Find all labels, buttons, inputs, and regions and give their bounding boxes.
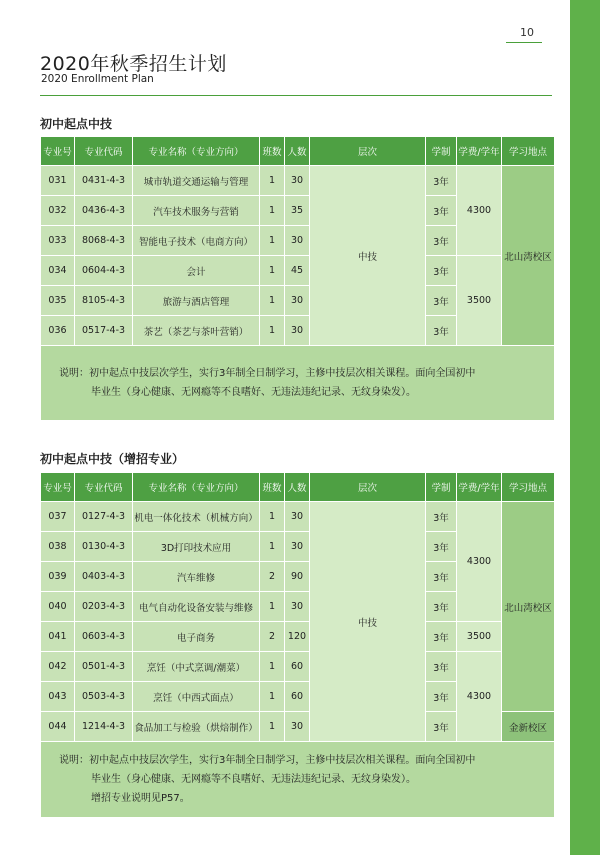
note-line: 毕业生（身心健康、无网瘾等不良嗜好、无违法违纪记录、无纹身染发）。 — [91, 387, 416, 398]
cell-count: 90 — [285, 562, 310, 592]
table-row — [41, 622, 555, 652]
cell-years: 3年 — [426, 532, 457, 562]
cell-count: 30 — [285, 712, 310, 742]
table-row — [41, 166, 555, 196]
cell-code: 0130-4-3 — [75, 532, 133, 562]
cell-code: 0127-4-3 — [75, 502, 133, 532]
col-header: 专业号 — [41, 137, 75, 166]
cell-count: 35 — [285, 196, 310, 226]
cell-count: 30 — [285, 592, 310, 622]
enrollment-table — [40, 472, 555, 818]
cell-classes: 1 — [260, 256, 285, 286]
section-title: 初中起点中技（增招专业） — [40, 452, 185, 466]
cell-years: 3年 — [426, 316, 457, 346]
cell-code: 0403-4-3 — [75, 562, 133, 592]
section-title: 初中起点中技 — [40, 117, 113, 131]
table-row — [41, 652, 555, 682]
cell-count: 30 — [285, 316, 310, 346]
col-header: 专业号 — [41, 473, 75, 502]
enrollment-table — [40, 136, 555, 421]
cell-name: 烹饪（中西式面点） — [133, 682, 260, 712]
table-note — [41, 742, 555, 818]
cell-years: 3年 — [426, 592, 457, 622]
cell-name: 汽车维修 — [133, 562, 260, 592]
cell-code: 0503-4-3 — [75, 682, 133, 712]
col-header: 班数 — [260, 473, 285, 502]
cell-name: 茶艺（茶艺与茶叶营销） — [133, 316, 260, 346]
cell-years: 3年 — [426, 562, 457, 592]
cell-location: 北山湾校区 — [502, 166, 555, 346]
cell-fee: 3500 — [457, 622, 502, 652]
cell-level: 中技 — [310, 502, 426, 742]
page-number: 10 — [520, 26, 534, 39]
table-note-row — [41, 742, 555, 818]
cell-no: 032 — [41, 196, 75, 226]
cell-name: 食品加工与检验（烘焙制作） — [133, 712, 260, 742]
cell-years: 3年 — [426, 226, 457, 256]
cell-count: 30 — [285, 532, 310, 562]
table-header-row — [41, 137, 555, 166]
cell-count: 120 — [285, 622, 310, 652]
cell-years: 3年 — [426, 682, 457, 712]
cell-name: 汽车技术服务与营销 — [133, 196, 260, 226]
table-header-row — [41, 473, 555, 502]
cell-count: 30 — [285, 286, 310, 316]
col-header: 层次 — [310, 137, 426, 166]
cell-fee: 4300 — [457, 652, 502, 742]
cell-name: 智能电子技术（电商方向） — [133, 226, 260, 256]
cell-name: 旅游与酒店管理 — [133, 286, 260, 316]
side-accent-bar — [570, 0, 600, 855]
col-header: 专业代码 — [75, 137, 133, 166]
col-header: 层次 — [310, 473, 426, 502]
cell-fee: 4300 — [457, 166, 502, 256]
cell-classes: 2 — [260, 562, 285, 592]
cell-name: 机电一体化技术（机械方向） — [133, 502, 260, 532]
cell-count: 30 — [285, 502, 310, 532]
cell-years: 3年 — [426, 166, 457, 196]
cell-count: 60 — [285, 682, 310, 712]
cell-classes: 1 — [260, 166, 285, 196]
cell-location: 北山湾校区 — [502, 502, 555, 712]
cell-no: 033 — [41, 226, 75, 256]
table-note — [41, 346, 555, 421]
cell-location: 金新校区 — [502, 712, 555, 742]
cell-years: 3年 — [426, 502, 457, 532]
cell-no: 044 — [41, 712, 75, 742]
col-header: 学费/学年 — [457, 473, 502, 502]
cell-years: 3年 — [426, 622, 457, 652]
cell-count: 30 — [285, 226, 310, 256]
table-row — [41, 502, 555, 532]
cell-code: 0603-4-3 — [75, 622, 133, 652]
cell-count: 30 — [285, 166, 310, 196]
cell-code: 0436-4-3 — [75, 196, 133, 226]
cell-years: 3年 — [426, 652, 457, 682]
col-header: 专业名称（专业方向） — [133, 473, 260, 502]
page-number-rule — [506, 42, 542, 43]
cell-no: 043 — [41, 682, 75, 712]
cell-name: 烹饪（中式烹调/潮菜） — [133, 652, 260, 682]
cell-classes: 2 — [260, 622, 285, 652]
cell-fee: 3500 — [457, 256, 502, 346]
cell-no: 036 — [41, 316, 75, 346]
cell-no: 041 — [41, 622, 75, 652]
cell-name: 城市轨道交通运输与管理 — [133, 166, 260, 196]
cell-name: 电子商务 — [133, 622, 260, 652]
cell-no: 037 — [41, 502, 75, 532]
note-line: 增招专业说明见P57。 — [91, 793, 190, 804]
note-line: 毕业生（身心健康、无网瘾等不良嗜好、无违法违纪记录、无纹身染发）。 — [91, 774, 416, 785]
cell-code: 0501-4-3 — [75, 652, 133, 682]
cell-code: 0203-4-3 — [75, 592, 133, 622]
cell-no: 034 — [41, 256, 75, 286]
cell-code: 0431-4-3 — [75, 166, 133, 196]
table-row — [41, 256, 555, 286]
cell-no: 040 — [41, 592, 75, 622]
col-header: 人数 — [285, 137, 310, 166]
cell-classes: 1 — [260, 286, 285, 316]
col-header: 专业代码 — [75, 473, 133, 502]
cell-years: 3年 — [426, 712, 457, 742]
cell-level: 中技 — [310, 166, 426, 346]
col-header: 学制 — [426, 137, 457, 166]
cell-classes: 1 — [260, 712, 285, 742]
cell-count: 60 — [285, 652, 310, 682]
cell-code: 8105-4-3 — [75, 286, 133, 316]
cell-name: 会计 — [133, 256, 260, 286]
cell-classes: 1 — [260, 682, 285, 712]
col-header: 学制 — [426, 473, 457, 502]
cell-no: 039 — [41, 562, 75, 592]
table-note-row — [41, 346, 555, 421]
cell-no: 035 — [41, 286, 75, 316]
cell-classes: 1 — [260, 652, 285, 682]
cell-classes: 1 — [260, 532, 285, 562]
cell-classes: 1 — [260, 226, 285, 256]
col-header: 学习地点 — [502, 473, 555, 502]
cell-classes: 1 — [260, 196, 285, 226]
cell-years: 3年 — [426, 256, 457, 286]
cell-no: 038 — [41, 532, 75, 562]
page-subtitle: 2020 Enrollment Plan — [41, 73, 154, 85]
note-line: 说明：初中起点中技层次学生，实行3年制全日制学习，主修中技层次相关课程。面向全国初中 — [59, 368, 476, 379]
cell-code: 0604-4-3 — [75, 256, 133, 286]
cell-code: 0517-4-3 — [75, 316, 133, 346]
cell-code: 8068-4-3 — [75, 226, 133, 256]
cell-no: 031 — [41, 166, 75, 196]
cell-years: 3年 — [426, 286, 457, 316]
cell-name: 3D打印技术应用 — [133, 532, 260, 562]
header-divider — [40, 95, 552, 96]
cell-classes: 1 — [260, 592, 285, 622]
cell-name: 电气自动化设备安装与维修 — [133, 592, 260, 622]
cell-classes: 1 — [260, 316, 285, 346]
page-title: 2020年秋季招生计划 — [40, 53, 227, 75]
col-header: 班数 — [260, 137, 285, 166]
col-header: 学费/学年 — [457, 137, 502, 166]
cell-no: 042 — [41, 652, 75, 682]
col-header: 学习地点 — [502, 137, 555, 166]
cell-count: 45 — [285, 256, 310, 286]
cell-fee: 4300 — [457, 502, 502, 622]
note-line: 说明：初中起点中技层次学生，实行3年制全日制学习，主修中技层次相关课程。面向全国初中 — [59, 755, 476, 766]
col-header: 专业名称（专业方向） — [133, 137, 260, 166]
cell-years: 3年 — [426, 196, 457, 226]
cell-classes: 1 — [260, 502, 285, 532]
col-header: 人数 — [285, 473, 310, 502]
cell-code: 1214-4-3 — [75, 712, 133, 742]
